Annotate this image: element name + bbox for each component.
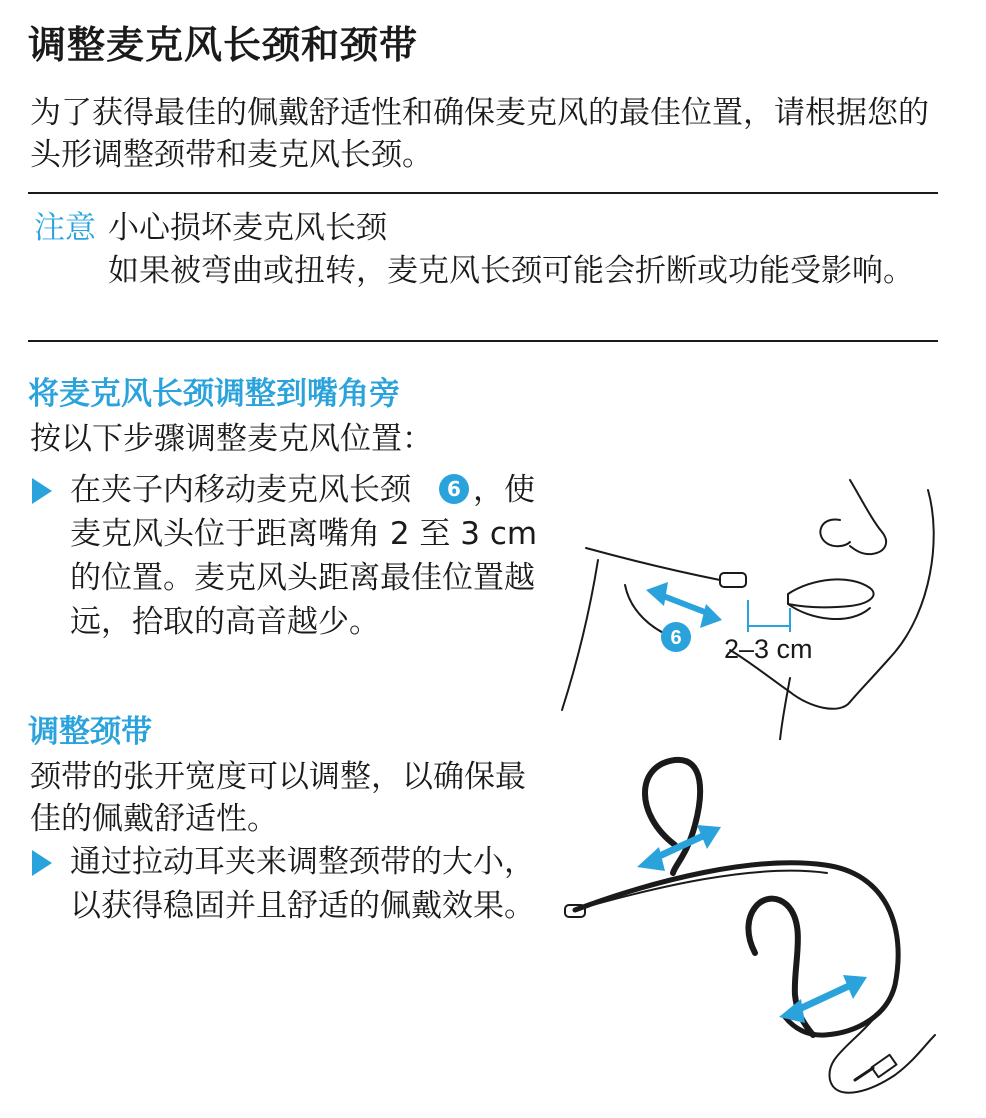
adjust-double-arrow-icon bbox=[646, 582, 722, 628]
section-heading-gooseneck: 将麦克风长颈调整到嘴角旁 bbox=[28, 376, 400, 412]
bullet-arrow-icon bbox=[32, 850, 52, 876]
bullet-neckband: 通过拉动耳夹来调整颈带的大小，以获得稳固并且舒适的佩戴效果。 bbox=[70, 844, 535, 924]
section-lead-gooseneck: 按以下步骤调整麦克风位置： bbox=[30, 421, 433, 457]
note-bottom-divider bbox=[28, 340, 938, 342]
gooseneck-boom bbox=[586, 548, 720, 580]
plug-tip bbox=[855, 1068, 873, 1080]
neck-outline bbox=[562, 560, 598, 710]
face-microphone-illustration bbox=[550, 470, 950, 740]
cable bbox=[829, 1005, 935, 1093]
plug bbox=[872, 1055, 897, 1077]
microphone-head bbox=[720, 573, 746, 587]
note-body: 如果被弯曲或扭转，麦克风长颈可能会折断或功能受影响。 bbox=[108, 253, 914, 289]
note-top-divider bbox=[28, 192, 938, 194]
section-lead-neckband: 颈带的张开宽度可以调整，以确保最佳的佩戴舒适性。 bbox=[30, 759, 526, 837]
note-label: 注意 bbox=[34, 210, 96, 246]
callout-number: 6 bbox=[670, 627, 682, 649]
nose-outline bbox=[850, 480, 886, 554]
distance-bracket bbox=[748, 600, 790, 632]
bullet-gooseneck-text-end: ，使麦克风头位于距离嘴角 2 至 3 cm 的位置。麦克风头距离最佳位置越远，拾取的高音越少。 bbox=[70, 472, 538, 640]
note-title: 小心损坏麦克风长颈 bbox=[108, 210, 387, 246]
callout-marker: 6 bbox=[439, 474, 469, 504]
cheek-outline bbox=[850, 490, 934, 702]
nostril-outline bbox=[820, 519, 850, 546]
page-title: 调整麦克风长颈和颈带 bbox=[28, 23, 419, 67]
bullet-arrow-icon bbox=[32, 478, 52, 504]
bullet-gooseneck bbox=[70, 468, 538, 644]
upper-lip bbox=[788, 579, 874, 607]
section-heading-neckband: 调整颈带 bbox=[28, 714, 152, 750]
distance-label: 2–3 cm bbox=[724, 634, 813, 664]
headset-neckband-illustration bbox=[555, 755, 955, 1105]
bullet-gooseneck-text-start: 在夹子内移动麦克风长颈 bbox=[70, 472, 411, 508]
intro-paragraph: 为了获得最佳的佩戴舒适性和确保麦克风的最佳位置，请根据您的头形调整颈带和麦克风长颈。 bbox=[30, 95, 929, 173]
neckband-band bbox=[575, 863, 898, 1035]
